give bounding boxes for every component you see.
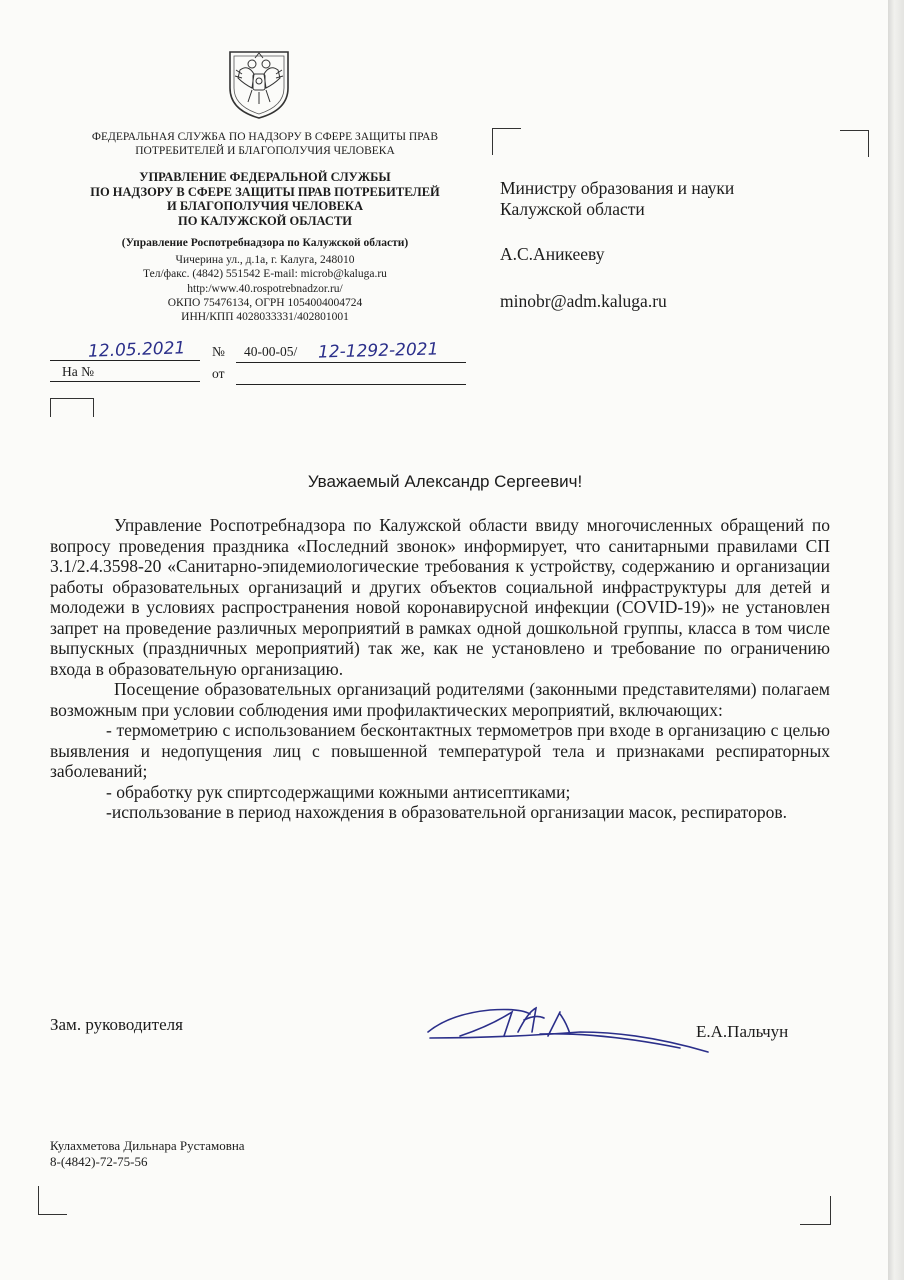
number-label: №	[212, 344, 225, 359]
measure-item-2: - обработку рук спиртсодержащими кожными антисептиками;	[106, 781, 571, 802]
org-website: http:/www.40.rospotrebnadzor.ru/	[187, 282, 343, 295]
org-okpo-ogrn: ОКПО 75476134, ОГРН 1054004004724	[167, 296, 363, 309]
addressee-title-line-2: Калужской области	[500, 199, 645, 219]
letter-body	[50, 515, 830, 823]
measure-item-1: - термометрию с использованием бесконтактных термометров при входе в организацию с целью выявления и недопущения лиц с повышенной температурой тела и признаками респираторных заболеваний;	[50, 720, 830, 781]
registration-date: 12.05.2021	[87, 338, 186, 362]
executor-name: Кулахметова Дильнара Рустамовна	[50, 1138, 245, 1153]
from-underline	[236, 384, 466, 385]
number-underline	[236, 362, 466, 363]
signatory-position: Зам. руководителя	[50, 1015, 183, 1034]
measure-item-3: -использование в период нахождения в образовательной организации масок, респираторов.	[106, 802, 787, 822]
agency-line-1: ФЕДЕРАЛЬНАЯ СЛУЖБА ПО НАДЗОРУ В СФЕРЕ ЗАЩИТЫ ПРАВ	[91, 131, 439, 143]
signatory-name: Е.А.Пальчун	[696, 1022, 789, 1041]
reference-number-label: На №	[62, 364, 94, 379]
addressee-block	[500, 178, 840, 312]
addressee-title-line-1: Министру образования и науки	[500, 178, 735, 198]
registration-number-handwritten: 12-1292-2021	[317, 339, 439, 363]
addressee-email: minobr@adm.kaluga.ru	[500, 291, 667, 311]
subject-corner-bracket	[50, 398, 94, 417]
org-line-3: И БЛАГОПОЛУЧИЯ ЧЕЛОВЕКА	[166, 199, 363, 213]
address-corner-top-left	[492, 128, 521, 155]
reference-from-label: от	[212, 366, 225, 381]
agency-name	[60, 130, 470, 158]
address-corner-top-right	[840, 130, 869, 157]
page-corner-bottom-right	[800, 1196, 831, 1225]
org-line-1: УПРАВЛЕНИЕ ФЕДЕРАЛЬНОЙ СЛУЖБЫ	[139, 170, 391, 184]
page-corner-bottom-left	[38, 1186, 67, 1215]
org-phone-email: Тел/факс. (4842) 551542 E-mail: microb@kaluga.ru	[143, 268, 387, 281]
coat-of-arms-emblem-icon	[222, 44, 296, 120]
date-underline	[50, 360, 200, 361]
body-paragraph-1: Управление Роспотребнадзора по Калужской области ввиду многочисленных обращений по вопросу проведения праздника «Последний звонок» информирует, что санитарными правилами СП 3.1/2.4.3598-20 «Санитарно-эпидемиологические требования к устройству, содержанию и организации работы образовательных организаций и других объектов социальной инфраструктуры для детей и молодежи в условиях распространения новой коронавирусной инфекции (COVID-19)» не установлен запрет на проведение различных мероприятий в рамках одной дошкольной группы, класса в том числе выпускных (праздничных мероприятий) так же, как не установлено и требование по ограничению входа в образовательную организацию.	[50, 515, 830, 679]
org-line-2: ПО НАДЗОРУ В СФЕРЕ ЗАЩИТЫ ПРАВ ПОТРЕБИТЕЛЕЙ	[90, 184, 440, 199]
org-line-4: ПО КАЛУЖСКОЙ ОБЛАСТИ	[177, 213, 353, 228]
org-address: Чичерина ул., д.1а, г. Калуга, 248010	[175, 254, 355, 266]
addressee-name: А.С.Аникееву	[500, 244, 605, 264]
executor-block	[50, 1138, 245, 1170]
org-inn-kpp: ИНН/КПП 4028033331/402801001	[181, 311, 349, 324]
org-contacts	[60, 253, 470, 324]
salutation: Уважаемый Александр Сергеевич!	[307, 472, 583, 491]
ref-underline	[50, 381, 200, 382]
body-paragraph-2: Посещение образовательных организаций родителями (законными представителями) полагаем возможным при условии соблюдения ими профилактических мероприятий, включающих:	[50, 679, 830, 720]
registration-number-printed: 40-00-05/	[244, 344, 298, 359]
handwritten-signature-icon	[420, 992, 720, 1072]
executor-phone: 8-(4842)-72-75-56	[50, 1154, 148, 1169]
agency-line-2: ПОТРЕБИТЕЛЕЙ И БЛАГОПОЛУЧИЯ ЧЕЛОВЕКА	[135, 145, 395, 157]
org-name	[60, 170, 470, 228]
org-abbreviation: (Управление Роспотребнадзора по Калужской области)	[121, 237, 409, 249]
page-edge-shadow	[888, 0, 904, 1280]
